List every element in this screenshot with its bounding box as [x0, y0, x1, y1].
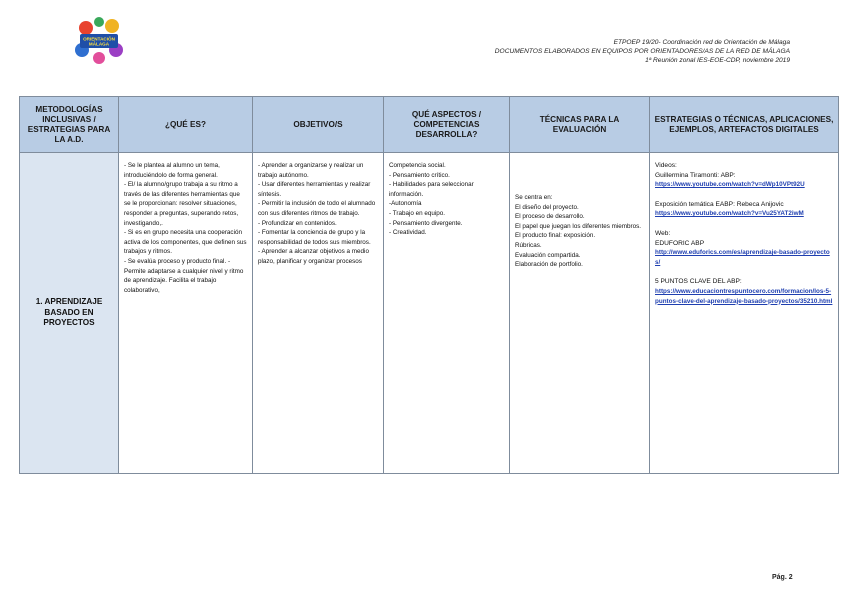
web-label: Web: [655, 229, 671, 237]
que-es-item: - Se evalúa proceso y producto final. - Permite adaptarse a cualquier nivel y ritmo de aprendizaje. Facilita el trabajo colaborativo, [124, 257, 244, 294]
objetivo-item: - Profundizar en contenidos. [258, 219, 337, 227]
document-header [370, 38, 790, 65]
logo-graphic [72, 14, 126, 68]
header-aspectos: QUÉ ASPECTOS / COMPETENCIAS DESARROLLA? [384, 97, 510, 153]
header-methodology: METODOLOGÍAS INCLUSIVAS / ESTRATEGIAS PARA LA A.D. [20, 97, 119, 153]
objetivo-item: - Usar diferentes herramientas y realizar síntesis. [258, 181, 371, 198]
header-line-1: ETPOEP 19/20- Coordinación red de Orientación de Málaga [613, 39, 790, 46]
tecnica-item: El papel que juegan los diferentes miembros. [515, 222, 642, 230]
tecnica-item: Se centra en: [515, 194, 553, 201]
objetivo-item: - Aprender a alcanzar objetivos a medio plazo, planificar y organizar procesos [258, 248, 369, 265]
methodology-cell: 1. APRENDIZAJE BASADO EN PROYECTOS [20, 153, 119, 474]
header-que-es: ¿QUÉ ES? [119, 97, 253, 153]
methodology-table [19, 96, 839, 474]
header-objetivos: OBJETIVO/S [253, 97, 384, 153]
header-line-2: DOCUMENTOS ELABORADOS EN EQUIPOS POR ORIENTADORES/AS DE LA RED DE MÁLAGA [494, 48, 790, 55]
tecnica-item: El diseño del proyecto. [515, 203, 579, 211]
tecnica-item: Evaluación compartida. [515, 251, 581, 259]
claves-title: 5 PUNTOS CLAVE DEL ABP: [655, 278, 742, 286]
tecnica-item: Rúbricas. [515, 241, 542, 249]
aspecto-item: - Pensamiento crítico. [389, 171, 450, 179]
que-es-cell [119, 153, 253, 474]
estrategias-cell [650, 153, 839, 474]
header-tecnicas: TÉCNICAS PARA LA EVALUACIÓN [510, 97, 650, 153]
que-es-item: - Se le plantea al alumno un tema, introduciéndolo de forma general. [124, 162, 220, 179]
tecnicas-cell [510, 153, 650, 474]
objetivo-item: - Fomentar la conciencia de grupo y la responsabilidad de todos sus miembros. [258, 229, 371, 246]
video2-link[interactable]: https://www.youtube.com/watch?v=Vu25YAT2iwM [655, 210, 804, 218]
table-header-row [20, 97, 839, 153]
video2-title: Exposición temática EABP: Rebeca Anijovic [655, 200, 784, 208]
tecnica-item: Elaboración de portfolio. [515, 261, 583, 269]
aspecto-item: - Pensamiento divergente. [389, 219, 463, 227]
objetivo-item: - Aprender a organizarse y realizar un trabajo autónomo. [258, 162, 364, 179]
aspecto-item: Competencia social. [389, 162, 446, 169]
aspectos-cell [384, 153, 510, 474]
web-title: EDUFORIC ABP [655, 239, 705, 247]
svg-text:ORIENTACIÓN: ORIENTACIÓN [83, 36, 115, 42]
claves-link[interactable]: https://www.educaciontrespuntocero.com/formacion/los-5-puntos-clave-del-aprendizaje-basado-proyectos/35210.html [655, 287, 833, 305]
tecnica-item: El producto final: exposición. [515, 232, 596, 240]
header-estrategias: ESTRATEGIAS O TÉCNICAS, APLICACIONES, EJEMPLOS, ARTEFACTOS DIGITALES [650, 97, 839, 153]
header-line-3: 1ª Reunión zonal IES-EOE-CDP, noviembre 2019 [645, 57, 790, 64]
video1-link[interactable]: https://www.youtube.com/watch?v=dWp10VPt92U [655, 181, 805, 189]
orientacion-malaga-logo [72, 14, 126, 68]
objetivo-item: - Permitir la inclusión de todo el alumnado con sus diferentes ritmos de trabajo. [258, 200, 376, 217]
objetivos-cell [253, 153, 384, 474]
web-link[interactable]: http://www.eduforics.com/es/aprendizaje-basado-proyectos/ [655, 249, 830, 266]
svg-text:MÁLAGA: MÁLAGA [88, 41, 110, 47]
tecnica-item: El proceso de desarrollo. [515, 213, 585, 221]
aspecto-item: - Creatividad. [389, 229, 427, 237]
que-es-item: - El/ la alumno/grupo trabaja a su ritmo a través de las diferentes herramientas que se le proporcionan: resolver situaciones, responder a preguntas, superando retos, investigando,. [124, 181, 240, 227]
video1-title: Guillermina Tiramonti: ABP: [655, 171, 736, 179]
que-es-item: - Si es en grupo necesita una cooperación activa de los componentes, que definen sus trabajos y ritmos. [124, 229, 247, 256]
page-number: Pág. 2 [772, 574, 793, 581]
videos-label: Videos: [655, 162, 677, 169]
table-row [20, 153, 839, 474]
aspecto-item: - Trabajo en equipo. [389, 209, 446, 217]
aspecto-item: - Habilidades para seleccionar información. [389, 181, 474, 198]
aspecto-item: -Autonomía [389, 200, 422, 208]
